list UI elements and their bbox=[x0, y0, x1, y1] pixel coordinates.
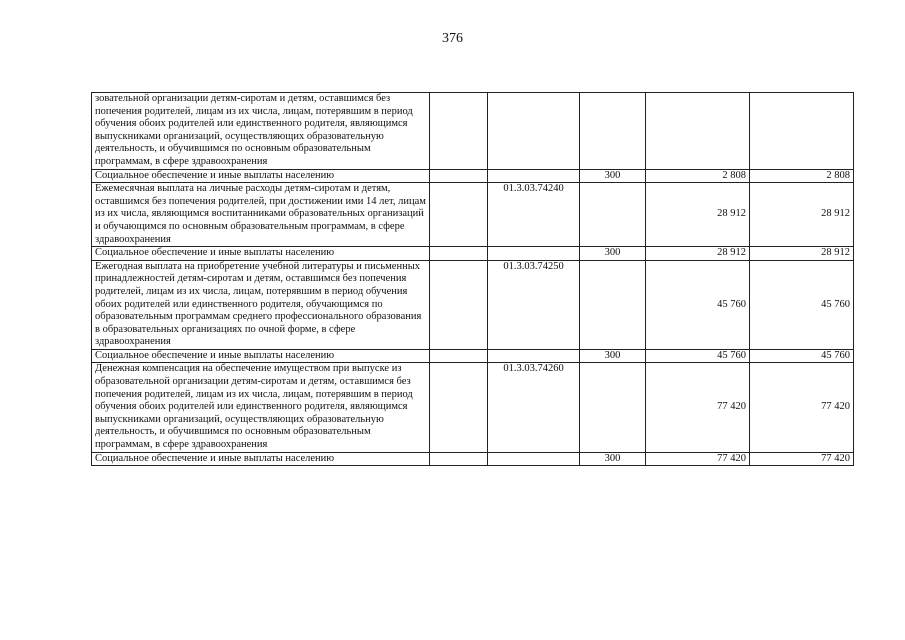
amount-1-cell: 28 912 bbox=[646, 247, 750, 261]
expense-kind-cell bbox=[580, 260, 646, 349]
budget-table bbox=[91, 92, 854, 466]
description-cell: Социальное обеспечение и иные выплаты населению bbox=[92, 247, 430, 261]
target-code-cell bbox=[488, 169, 580, 183]
table-row bbox=[92, 363, 854, 452]
expense-kind-cell: 300 bbox=[580, 349, 646, 363]
target-code-cell bbox=[488, 247, 580, 261]
description-cell: Ежемесячная выплата на личные расходы детям-сиротам и детям, оставшимся без попечения родителей, при достижении ими 14 лет, лицам из их числа, являющимся воспитанниками образовательных организаций и обучающимся по основным образовательным программам, в сфере здравоохранения bbox=[92, 183, 430, 247]
table-row bbox=[92, 452, 854, 466]
expense-kind-cell: 300 bbox=[580, 247, 646, 261]
amount-1-cell: 28 912 bbox=[646, 183, 750, 247]
target-code-cell bbox=[488, 349, 580, 363]
table-row bbox=[92, 93, 854, 170]
amount-1-cell: 45 760 bbox=[646, 349, 750, 363]
target-code-cell: 01.3.03.74250 bbox=[488, 260, 580, 349]
amount-2-cell bbox=[750, 93, 854, 170]
amount-2-cell: 77 420 bbox=[750, 452, 854, 466]
page-number: 376 bbox=[442, 31, 463, 46]
ministry-cell bbox=[430, 260, 488, 349]
amount-2-cell: 2 808 bbox=[750, 169, 854, 183]
amount-2-cell: 28 912 bbox=[750, 247, 854, 261]
amount-1-cell: 77 420 bbox=[646, 452, 750, 466]
ministry-cell bbox=[430, 183, 488, 247]
table-row bbox=[92, 247, 854, 261]
amount-1-cell: 2 808 bbox=[646, 169, 750, 183]
amount-1-cell: 77 420 bbox=[646, 363, 750, 452]
target-code-cell bbox=[488, 452, 580, 466]
description-cell: Ежегодная выплата на приобретение учебной литературы и письменных принадлежностей детям-сиротам и детям, оставшимся без попечения родителей, лицам из их числа, лицам, потерявшим в период обучения обоих родителей или единственного родителя, обучающимся по образовательным программам среднего профессионального образования в образовательных организациях по очной форме, в сфере здравоохранения bbox=[92, 260, 430, 349]
amount-2-cell: 45 760 bbox=[750, 349, 854, 363]
target-code-cell: 01.3.03.74240 bbox=[488, 183, 580, 247]
ministry-cell bbox=[430, 247, 488, 261]
ministry-cell bbox=[430, 349, 488, 363]
ministry-cell bbox=[430, 93, 488, 170]
table-row bbox=[92, 349, 854, 363]
expense-kind-cell: 300 bbox=[580, 169, 646, 183]
target-code-cell: 01.3.03.74260 bbox=[488, 363, 580, 452]
ministry-cell bbox=[430, 452, 488, 466]
description-cell: Социальное обеспечение и иные выплаты населению bbox=[92, 169, 430, 183]
table-row bbox=[92, 183, 854, 247]
target-code-cell bbox=[488, 93, 580, 170]
ministry-cell bbox=[430, 169, 488, 183]
description-cell: Социальное обеспечение и иные выплаты населению bbox=[92, 452, 430, 466]
amount-2-cell: 28 912 bbox=[750, 183, 854, 247]
table-row bbox=[92, 260, 854, 349]
description-cell: Социальное обеспечение и иные выплаты населению bbox=[92, 349, 430, 363]
expense-kind-cell: 300 bbox=[580, 452, 646, 466]
ministry-cell bbox=[430, 363, 488, 452]
expense-kind-cell bbox=[580, 93, 646, 170]
amount-2-cell: 77 420 bbox=[750, 363, 854, 452]
amount-2-cell: 45 760 bbox=[750, 260, 854, 349]
amount-1-cell bbox=[646, 93, 750, 170]
expense-kind-cell bbox=[580, 183, 646, 247]
expense-kind-cell bbox=[580, 363, 646, 452]
description-cell: Денежная компенсация на обеспечение имуществом при выпуске из образовательной организации детям-сиротам и детям, оставшимся без попечения родителей, лицам из их числа, лицам, потерявшим в период обучения обоих родителей или единственного родителя, являющимся выпускниками организаций, осуществляющих образовательную деятельность, и обучившимся по основным образовательным программам, в сфере здравоохранения bbox=[92, 363, 430, 452]
table-row bbox=[92, 169, 854, 183]
amount-1-cell: 45 760 bbox=[646, 260, 750, 349]
description-cell: зовательной организации детям-сиротам и детям, оставшимся без попечения родителей, лицам из их числа, лицам, потерявшим в период обучения обоих родителей или единственного родителя, являющимся выпускниками организаций, осуществляющих образовательную деятельность, и обучившимся по основным образовательным программам, в сфере здравоохранения bbox=[92, 93, 430, 170]
